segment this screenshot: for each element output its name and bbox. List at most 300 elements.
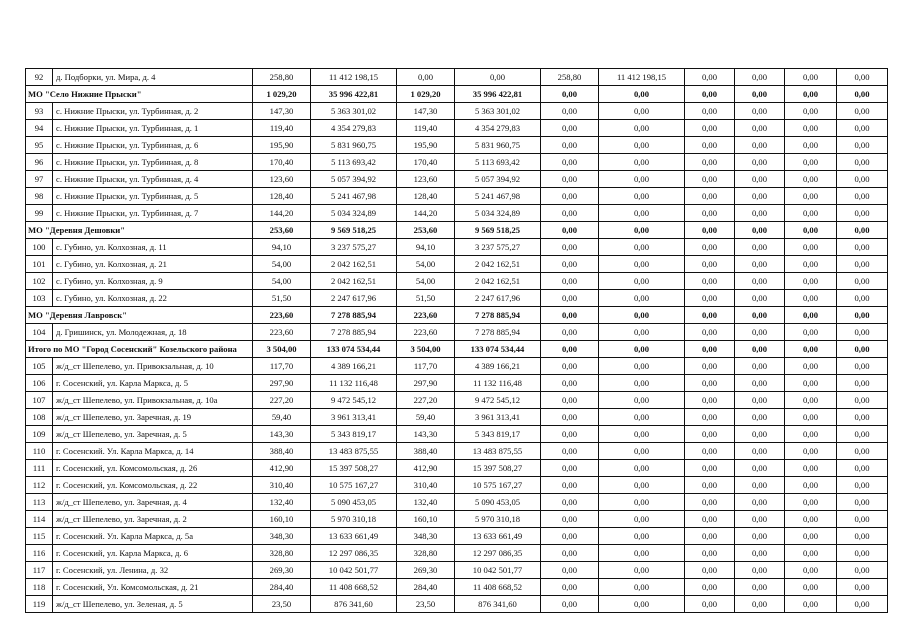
value-cell: 0,00 [837, 494, 888, 511]
value-cell: 0,00 [785, 239, 837, 256]
table-row [26, 409, 888, 426]
group-title: МО "Деревня Лавровск" [26, 307, 253, 324]
value-cell: 0,00 [685, 545, 735, 562]
row-number: 119 [26, 596, 53, 613]
group-total-row [26, 222, 888, 239]
table-row [26, 256, 888, 273]
value-cell: 348,30 [397, 528, 455, 545]
value-cell: 0,00 [685, 596, 735, 613]
value-cell: 0,00 [455, 69, 541, 86]
value-cell: 0,00 [735, 205, 785, 222]
address-cell: с. Губино, ул. Колхозная, д. 9 [53, 273, 253, 290]
value-cell: 5 363 301,02 [311, 103, 397, 120]
value-cell: 0,00 [735, 273, 785, 290]
value-cell: 1 029,20 [253, 86, 311, 103]
value-cell: 328,80 [253, 545, 311, 562]
value-cell: 0,00 [541, 392, 599, 409]
value-cell: 0,00 [735, 341, 785, 358]
value-cell: 11 408 668,52 [311, 579, 397, 596]
table-row [26, 103, 888, 120]
value-cell: 4 389 166,21 [455, 358, 541, 375]
value-cell: 94,10 [397, 239, 455, 256]
value-cell: 0,00 [685, 579, 735, 596]
value-cell: 0,00 [541, 409, 599, 426]
value-cell: 0,00 [837, 273, 888, 290]
table-row [26, 154, 888, 171]
address-cell: с. Нижние Прыски, ул. Турбинная, д. 8 [53, 154, 253, 171]
row-number: 102 [26, 273, 53, 290]
value-cell: 0,00 [541, 511, 599, 528]
value-cell: 117,70 [253, 358, 311, 375]
value-cell: 0,00 [541, 494, 599, 511]
value-cell: 412,90 [253, 460, 311, 477]
address-cell: ж/д_ст Шепелево, ул. Заречная, д. 19 [53, 409, 253, 426]
value-cell: 0,00 [541, 562, 599, 579]
value-cell: 0,00 [541, 460, 599, 477]
value-cell: 3 504,00 [397, 341, 455, 358]
value-cell: 0,00 [735, 545, 785, 562]
value-cell: 0,00 [541, 443, 599, 460]
value-cell: 2 247 617,96 [311, 290, 397, 307]
value-cell: 4 354 279,83 [455, 120, 541, 137]
value-cell: 10 575 167,27 [455, 477, 541, 494]
table-row [26, 392, 888, 409]
value-cell: 0,00 [837, 222, 888, 239]
value-cell: 0,00 [685, 120, 735, 137]
value-cell: 0,00 [735, 596, 785, 613]
value-cell: 119,40 [397, 120, 455, 137]
value-cell: 0,00 [599, 324, 685, 341]
value-cell: 0,00 [685, 426, 735, 443]
value-cell: 0,00 [685, 375, 735, 392]
value-cell: 0,00 [785, 103, 837, 120]
value-cell: 0,00 [837, 443, 888, 460]
value-cell: 5 057 394,92 [311, 171, 397, 188]
value-cell: 0,00 [837, 188, 888, 205]
value-cell: 133 074 534,44 [311, 341, 397, 358]
value-cell: 0,00 [735, 443, 785, 460]
value-cell: 2 042 162,51 [311, 273, 397, 290]
value-cell: 1 029,20 [397, 86, 455, 103]
value-cell: 0,00 [837, 86, 888, 103]
address-cell: ж/д_ст Шепелево, ул. Привокзальная, д. 10а [53, 392, 253, 409]
row-number: 101 [26, 256, 53, 273]
value-cell: 0,00 [599, 273, 685, 290]
value-cell: 9 472 545,12 [311, 392, 397, 409]
address-cell: г. Сосенский, Ул. Комсомольская, д. 21 [53, 579, 253, 596]
value-cell: 0,00 [785, 409, 837, 426]
value-cell: 0,00 [541, 477, 599, 494]
value-cell: 5 113 693,42 [311, 154, 397, 171]
value-cell: 128,40 [397, 188, 455, 205]
row-number: 108 [26, 409, 53, 426]
value-cell: 0,00 [541, 154, 599, 171]
value-cell: 2 247 617,96 [455, 290, 541, 307]
value-cell: 54,00 [397, 273, 455, 290]
table-row [26, 69, 888, 86]
value-cell: 0,00 [599, 358, 685, 375]
value-cell: 0,00 [837, 307, 888, 324]
document-page [25, 68, 887, 620]
value-cell: 0,00 [785, 426, 837, 443]
value-cell: 0,00 [685, 222, 735, 239]
value-cell: 0,00 [599, 443, 685, 460]
value-cell: 0,00 [599, 409, 685, 426]
address-cell: ж/д_ст Шепелево, ул. Заречная, д. 2 [53, 511, 253, 528]
address-cell: с. Губино, ул. Колхозная, д. 21 [53, 256, 253, 273]
value-cell: 0,00 [785, 120, 837, 137]
value-cell: 0,00 [837, 375, 888, 392]
value-cell: 0,00 [735, 171, 785, 188]
value-cell: 7 278 885,94 [311, 307, 397, 324]
value-cell: 0,00 [599, 307, 685, 324]
value-cell: 0,00 [685, 477, 735, 494]
value-cell: 0,00 [599, 511, 685, 528]
row-number: 99 [26, 205, 53, 222]
value-cell: 0,00 [735, 188, 785, 205]
value-cell: 0,00 [599, 205, 685, 222]
value-cell: 0,00 [837, 392, 888, 409]
value-cell: 10 042 501,77 [311, 562, 397, 579]
value-cell: 0,00 [785, 341, 837, 358]
value-cell: 11 132 116,48 [455, 375, 541, 392]
table-row [26, 290, 888, 307]
value-cell: 258,80 [541, 69, 599, 86]
value-cell: 119,40 [253, 120, 311, 137]
value-cell: 0,00 [599, 477, 685, 494]
value-cell: 0,00 [785, 375, 837, 392]
table-row [26, 511, 888, 528]
group-title: МО "Село Нижние Прыски" [26, 86, 253, 103]
value-cell: 0,00 [599, 188, 685, 205]
table-row [26, 596, 888, 613]
value-cell: 13 483 875,55 [455, 443, 541, 460]
value-cell: 0,00 [735, 426, 785, 443]
value-cell: 876 341,60 [311, 596, 397, 613]
value-cell: 0,00 [599, 222, 685, 239]
value-cell: 5 034 324,89 [455, 205, 541, 222]
table-row [26, 120, 888, 137]
value-cell: 0,00 [785, 494, 837, 511]
value-cell: 11 408 668,52 [455, 579, 541, 596]
row-number: 104 [26, 324, 53, 341]
value-cell: 223,60 [397, 307, 455, 324]
row-number: 114 [26, 511, 53, 528]
value-cell: 0,00 [735, 562, 785, 579]
value-cell: 269,30 [397, 562, 455, 579]
value-cell: 0,00 [735, 307, 785, 324]
value-cell: 3 237 575,27 [311, 239, 397, 256]
table-row [26, 239, 888, 256]
value-cell: 0,00 [735, 494, 785, 511]
value-cell: 0,00 [785, 188, 837, 205]
table-row [26, 494, 888, 511]
value-cell: 0,00 [785, 222, 837, 239]
value-cell: 51,50 [253, 290, 311, 307]
value-cell: 0,00 [599, 103, 685, 120]
value-cell: 310,40 [253, 477, 311, 494]
row-number: 112 [26, 477, 53, 494]
value-cell: 0,00 [599, 86, 685, 103]
value-cell: 0,00 [685, 511, 735, 528]
value-cell: 23,50 [253, 596, 311, 613]
value-cell: 0,00 [785, 392, 837, 409]
value-cell: 170,40 [253, 154, 311, 171]
value-cell: 0,00 [685, 86, 735, 103]
value-cell: 0,00 [685, 205, 735, 222]
value-cell: 195,90 [253, 137, 311, 154]
value-cell: 13 633 661,49 [455, 528, 541, 545]
value-cell: 4 389 166,21 [311, 358, 397, 375]
table-row [26, 579, 888, 596]
address-cell: г. Сосенский. Ул. Карла Маркса, д. 14 [53, 443, 253, 460]
value-cell: 0,00 [735, 86, 785, 103]
value-cell: 0,00 [837, 358, 888, 375]
row-number: 105 [26, 358, 53, 375]
table-row [26, 443, 888, 460]
value-cell: 143,30 [397, 426, 455, 443]
address-cell: с. Нижние Прыски, ул. Турбинная, д. 2 [53, 103, 253, 120]
row-number: 94 [26, 120, 53, 137]
value-cell: 0,00 [785, 290, 837, 307]
value-cell: 0,00 [837, 290, 888, 307]
value-cell: 0,00 [685, 188, 735, 205]
value-cell: 0,00 [735, 511, 785, 528]
value-cell: 258,80 [253, 69, 311, 86]
value-cell: 144,20 [397, 205, 455, 222]
value-cell: 297,90 [253, 375, 311, 392]
value-cell: 12 297 086,35 [455, 545, 541, 562]
value-cell: 51,50 [397, 290, 455, 307]
value-cell: 0,00 [685, 528, 735, 545]
value-cell: 310,40 [397, 477, 455, 494]
value-cell: 0,00 [541, 256, 599, 273]
value-cell: 0,00 [785, 86, 837, 103]
value-cell: 0,00 [837, 409, 888, 426]
value-cell: 0,00 [541, 205, 599, 222]
value-cell: 5 831 960,75 [311, 137, 397, 154]
value-cell: 0,00 [785, 528, 837, 545]
value-cell: 0,00 [785, 562, 837, 579]
value-cell: 160,10 [253, 511, 311, 528]
value-cell: 5 090 453,05 [311, 494, 397, 511]
table-row [26, 137, 888, 154]
row-number: 97 [26, 171, 53, 188]
row-number: 113 [26, 494, 53, 511]
value-cell: 3 961 313,41 [455, 409, 541, 426]
value-cell: 59,40 [397, 409, 455, 426]
value-cell: 59,40 [253, 409, 311, 426]
value-cell: 54,00 [253, 256, 311, 273]
value-cell: 10 575 167,27 [311, 477, 397, 494]
row-number: 116 [26, 545, 53, 562]
value-cell: 227,20 [397, 392, 455, 409]
value-cell: 0,00 [735, 137, 785, 154]
value-cell: 5 831 960,75 [455, 137, 541, 154]
value-cell: 0,00 [599, 562, 685, 579]
value-cell: 0,00 [735, 409, 785, 426]
value-cell: 223,60 [397, 324, 455, 341]
value-cell: 0,00 [735, 579, 785, 596]
table-row [26, 188, 888, 205]
value-cell: 5 241 467,98 [311, 188, 397, 205]
value-cell: 0,00 [685, 103, 735, 120]
value-cell: 2 042 162,51 [311, 256, 397, 273]
value-cell: 297,90 [397, 375, 455, 392]
row-number: 117 [26, 562, 53, 579]
value-cell: 0,00 [599, 579, 685, 596]
value-cell: 0,00 [685, 460, 735, 477]
value-cell: 0,00 [837, 256, 888, 273]
table-body [26, 69, 888, 613]
value-cell: 0,00 [397, 69, 455, 86]
row-number: 118 [26, 579, 53, 596]
value-cell: 0,00 [599, 545, 685, 562]
value-cell: 0,00 [541, 307, 599, 324]
value-cell: 170,40 [397, 154, 455, 171]
value-cell: 0,00 [685, 494, 735, 511]
value-cell: 123,60 [397, 171, 455, 188]
value-cell: 0,00 [541, 290, 599, 307]
value-cell: 0,00 [735, 324, 785, 341]
value-cell: 0,00 [837, 596, 888, 613]
value-cell: 12 297 086,35 [311, 545, 397, 562]
row-number: 100 [26, 239, 53, 256]
value-cell: 117,70 [397, 358, 455, 375]
value-cell: 0,00 [599, 460, 685, 477]
value-cell: 0,00 [685, 273, 735, 290]
value-cell: 223,60 [253, 307, 311, 324]
row-number: 115 [26, 528, 53, 545]
row-number: 107 [26, 392, 53, 409]
value-cell: 11 132 116,48 [311, 375, 397, 392]
value-cell: 0,00 [541, 86, 599, 103]
value-cell: 5 034 324,89 [311, 205, 397, 222]
value-cell: 0,00 [837, 426, 888, 443]
value-cell: 54,00 [253, 273, 311, 290]
row-number: 106 [26, 375, 53, 392]
address-cell: г. Сосенский, ул. Комсомольская, д. 22 [53, 477, 253, 494]
address-cell: ж/д_ст Шепелево, ул. Привокзальная, д. 10 [53, 358, 253, 375]
value-cell: 0,00 [735, 392, 785, 409]
value-cell: 269,30 [253, 562, 311, 579]
row-number: 103 [26, 290, 53, 307]
value-cell: 0,00 [685, 409, 735, 426]
value-cell: 0,00 [735, 222, 785, 239]
row-number: 98 [26, 188, 53, 205]
value-cell: 15 397 508,27 [455, 460, 541, 477]
value-cell: 143,30 [253, 426, 311, 443]
address-cell: г. Сосенский, ул. Карла Маркса, д. 5 [53, 375, 253, 392]
address-cell: г. Сосенский, ул. Ленина, д. 32 [53, 562, 253, 579]
value-cell: 0,00 [685, 154, 735, 171]
value-cell: 0,00 [837, 511, 888, 528]
row-number: 93 [26, 103, 53, 120]
value-cell: 0,00 [541, 545, 599, 562]
value-cell: 0,00 [785, 154, 837, 171]
value-cell: 3 961 313,41 [311, 409, 397, 426]
table-row [26, 273, 888, 290]
value-cell: 0,00 [599, 154, 685, 171]
value-cell: 0,00 [735, 69, 785, 86]
value-cell: 0,00 [785, 511, 837, 528]
table-row [26, 205, 888, 222]
value-cell: 23,50 [397, 596, 455, 613]
value-cell: 94,10 [253, 239, 311, 256]
value-cell: 0,00 [785, 205, 837, 222]
value-cell: 0,00 [541, 528, 599, 545]
group-title: МО "Деревня Дешовки" [26, 222, 253, 239]
value-cell: 54,00 [397, 256, 455, 273]
value-cell: 5 363 301,02 [455, 103, 541, 120]
value-cell: 0,00 [685, 307, 735, 324]
value-cell: 3 237 575,27 [455, 239, 541, 256]
value-cell: 4 354 279,83 [311, 120, 397, 137]
value-cell: 0,00 [599, 120, 685, 137]
value-cell: 328,80 [397, 545, 455, 562]
value-cell: 5 113 693,42 [455, 154, 541, 171]
value-cell: 9 569 518,25 [455, 222, 541, 239]
value-cell: 13 633 661,49 [311, 528, 397, 545]
value-cell: 0,00 [837, 103, 888, 120]
row-number: 111 [26, 460, 53, 477]
value-cell: 284,40 [397, 579, 455, 596]
value-cell: 5 241 467,98 [455, 188, 541, 205]
value-cell: 388,40 [397, 443, 455, 460]
value-cell: 0,00 [541, 188, 599, 205]
value-cell: 0,00 [735, 103, 785, 120]
value-cell: 0,00 [685, 562, 735, 579]
value-cell: 0,00 [685, 69, 735, 86]
value-cell: 0,00 [685, 392, 735, 409]
value-cell: 0,00 [541, 375, 599, 392]
value-cell: 0,00 [785, 358, 837, 375]
value-cell: 15 397 508,27 [311, 460, 397, 477]
value-cell: 132,40 [397, 494, 455, 511]
value-cell: 0,00 [541, 324, 599, 341]
value-cell: 7 278 885,94 [311, 324, 397, 341]
address-cell: ж/д_ст Шепелево, ул. Заречная, д. 4 [53, 494, 253, 511]
value-cell: 0,00 [735, 239, 785, 256]
value-cell: 0,00 [599, 596, 685, 613]
group-total-row [26, 307, 888, 324]
value-cell: 10 042 501,77 [455, 562, 541, 579]
value-cell: 0,00 [837, 341, 888, 358]
value-cell: 0,00 [785, 137, 837, 154]
value-cell: 5 343 819,17 [455, 426, 541, 443]
table-row [26, 562, 888, 579]
value-cell: 0,00 [599, 137, 685, 154]
value-cell: 0,00 [685, 324, 735, 341]
value-cell: 0,00 [837, 528, 888, 545]
value-cell: 5 970 310,18 [311, 511, 397, 528]
value-cell: 144,20 [253, 205, 311, 222]
value-cell: 147,30 [253, 103, 311, 120]
address-cell: с. Нижние Прыски, ул. Турбинная, д. 4 [53, 171, 253, 188]
value-cell: 348,30 [253, 528, 311, 545]
address-cell: с. Нижние Прыски, ул. Турбинная, д. 7 [53, 205, 253, 222]
row-number: 110 [26, 443, 53, 460]
value-cell: 0,00 [735, 290, 785, 307]
value-cell: 0,00 [541, 358, 599, 375]
group-title: Итого по МО "Город Сосенский" Козельского района [26, 341, 253, 358]
value-cell: 0,00 [685, 239, 735, 256]
value-cell: 0,00 [541, 341, 599, 358]
value-cell: 0,00 [837, 545, 888, 562]
address-cell: с. Губино, ул. Колхозная, д. 22 [53, 290, 253, 307]
value-cell: 35 996 422,81 [455, 86, 541, 103]
value-cell: 3 504,00 [253, 341, 311, 358]
